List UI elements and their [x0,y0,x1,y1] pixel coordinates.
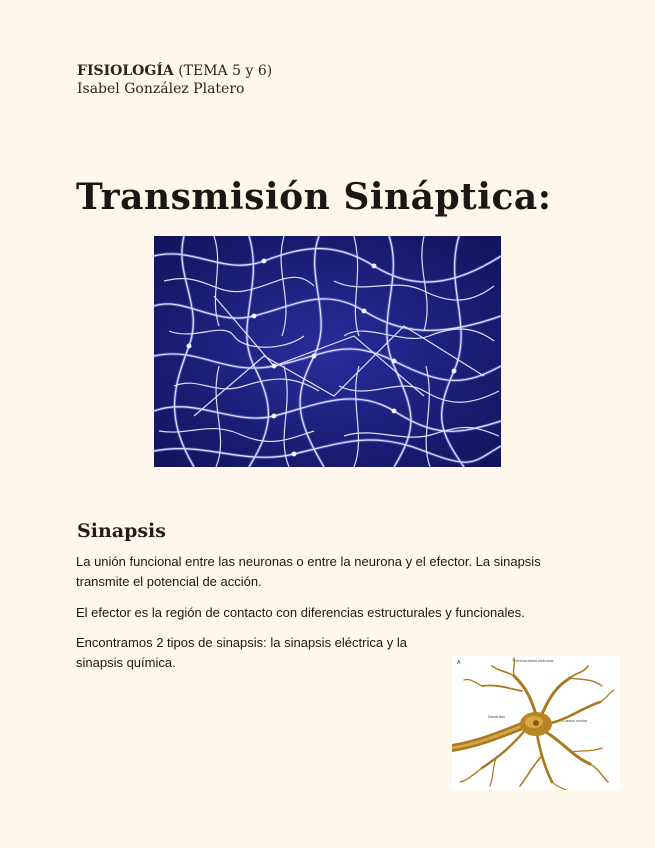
definition-paragraph: La unión funcional entre las neuronas o entre la neurona y el efector. La sinapsis transmite el potencial de acción. [76,554,541,589]
figure-label-dendrites: Dendritas [488,715,506,719]
page-title: Transmisión Sináptica: [76,176,552,218]
figure-panel-label: A [457,660,461,666]
neural-network-image [154,236,501,467]
effector-paragraph: El efector es la región de contacto con diferencias estructurales y funcionales. [76,605,525,620]
synapse-types-paragraph: Encontramos 2 tipos de sinapsis: la sinapsis eléctrica y la sinapsis química. [76,635,407,670]
neuron-diagram-image [452,656,620,790]
figure-caption-top: Terminaciones axónicas [512,659,554,663]
section-heading: Sinapsis [77,520,166,542]
course-line [77,62,272,80]
figure-label-soma: Cuerpo celular [562,719,588,723]
course-topic: (TEMA 5 y 6) [178,63,273,79]
author-name: Isabel González Platero [77,81,245,97]
course-subject: FISIOLOGÍA [77,63,174,79]
document-header [77,62,272,98]
